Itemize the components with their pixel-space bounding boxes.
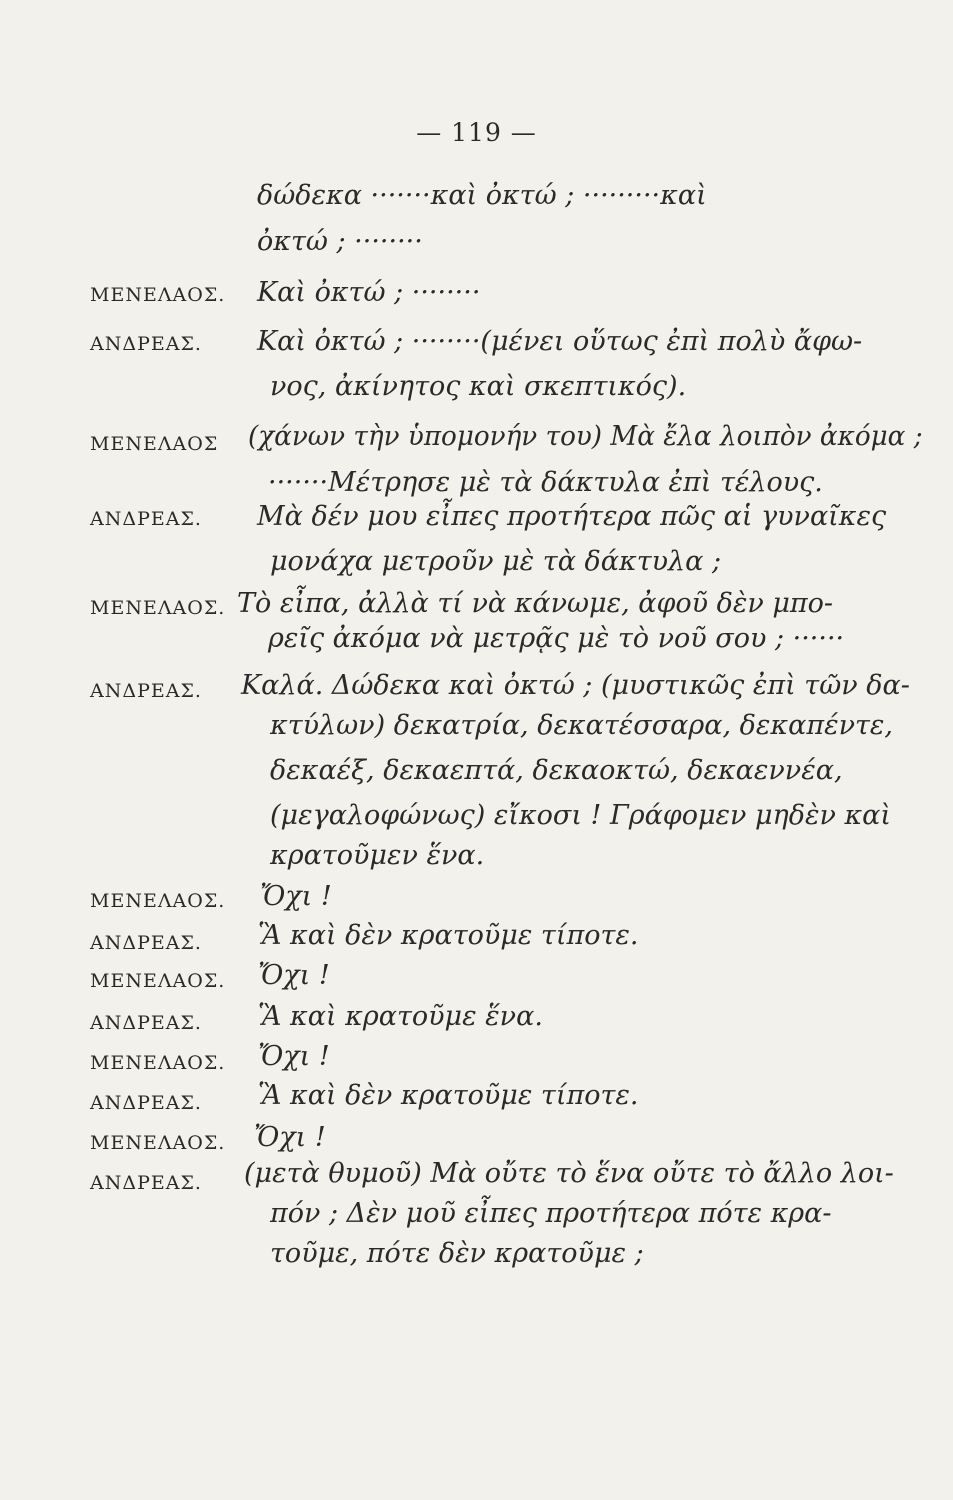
text-line: Καὶ ὀκτώ ; ········(μένει οὕτως ἐπὶ πολὺ ἄφω- (257, 326, 863, 357)
speaker-name: ΑΝΔΡΕΑΣ. (90, 333, 202, 355)
text-line: ·······Μέτρησε μὲ τὰ δάκτυλα ἐπὶ τέλους. (268, 467, 823, 498)
speaker-name: ΜΕΝΕΛΑΟΣ (90, 433, 219, 455)
text-line: δεκαέξ, δεκαεπτά, δεκαοκτώ, δεκαεννέα, (270, 755, 843, 786)
text-line: κρατοῦμεν ἕνα. (270, 840, 485, 871)
text-line: Ὄχι ! (258, 1041, 330, 1072)
text-line: Τὸ εἶπα, ἀλλὰ τί νὰ κάνωμε, ἀφοῦ δὲν μπο- (237, 588, 834, 619)
text-line: Ὄχι ! (258, 960, 330, 991)
text-line: τοῦμε, πότε δὲν κρατοῦμε ; (270, 1238, 644, 1269)
text-line: Καὶ ὀκτώ ; ········ (257, 277, 481, 308)
text-line: ρεῖς ἀκόμα νὰ μετρᾷς μὲ τὸ νοῦ σου ; ······ (268, 623, 845, 654)
speaker-name: ΜΕΝΕΛΑΟΣ. (90, 970, 226, 992)
speaker-name: ΑΝΔΡΕΑΣ. (90, 1092, 202, 1114)
text-line: (μετὰ θυμοῦ) Μὰ οὔτε τὸ ἕνα οὔτε τὸ ἄλλο λοι- (244, 1158, 894, 1189)
speaker-name: ΜΕΝΕΛΑΟΣ. (90, 597, 226, 619)
text-line: μονάχα μετροῦν μὲ τὰ δάκτυλα ; (270, 546, 722, 577)
speaker-name: ΜΕΝΕΛΑΟΣ. (90, 284, 226, 306)
speaker-name: ΑΝΔΡΕΑΣ. (90, 1172, 202, 1194)
text-line: Ὄχι ! (254, 1122, 326, 1153)
text-line: (μεγαλοφώνως) εἴκοσι ! Γράφομεν μηδὲν καὶ (270, 800, 891, 831)
text-line: Ἃ καὶ κρατοῦμε ἕνα. (258, 1001, 543, 1032)
speaker-name: ΜΕΝΕΛΑΟΣ. (90, 890, 226, 912)
text-line: πόν ; Δὲν μοῦ εἶπες προτήτερα πότε κρα- (270, 1198, 832, 1229)
text-line: Καλά. Δώδεκα καὶ ὀκτώ ; (μυστικῶς ἐπὶ τῶν δα- (241, 670, 910, 701)
speaker-name: ΑΝΔΡΕΑΣ. (90, 680, 202, 702)
speaker-name: ΑΝΔΡΕΑΣ. (90, 508, 202, 530)
text-line: Μὰ δέν μου εἶπες προτήτερα πῶς αἱ γυναῖκες (257, 501, 887, 532)
speaker-name: ΑΝΔΡΕΑΣ. (90, 1012, 202, 1034)
text-line: Ὄχι ! (260, 881, 332, 912)
speaker-name: ΜΕΝΕΛΑΟΣ. (90, 1132, 226, 1154)
text-line: Ἃ καὶ δὲν κρατοῦμε τίποτε. (258, 1080, 639, 1111)
text-line: δώδεκα ·······καὶ ὀκτώ ; ·········καὶ (257, 180, 707, 211)
text-line: κτύλων) δεκατρία, δεκατέσσαρα, δεκαπέντε, (270, 710, 894, 741)
text-line: Ἃ καὶ δὲν κρατοῦμε τίποτε. (258, 920, 639, 951)
speaker-name: ΑΝΔΡΕΑΣ. (90, 932, 202, 954)
text-line: (χάνων τὴν ὑπομονήν του) Μὰ ἔλα λοιπὸν ἀκόμα ; (248, 421, 923, 452)
text-line: ὀκτώ ; ········ (257, 226, 423, 257)
page-number: — 119 — (416, 118, 537, 147)
speaker-name: ΜΕΝΕΛΑΟΣ. (90, 1052, 226, 1074)
text-line: νος, ἀκίνητος καὶ σκεπτικός). (270, 371, 687, 402)
